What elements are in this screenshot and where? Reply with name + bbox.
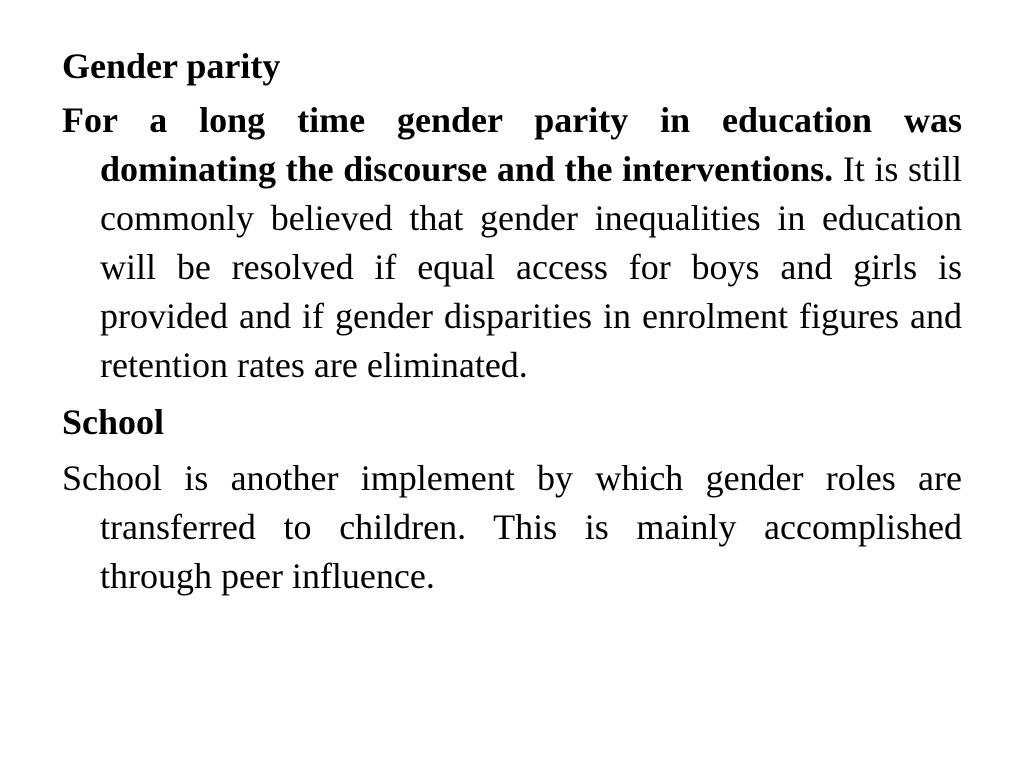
- paragraph-gender-parity: [62, 96, 962, 390]
- section-heading-school: School: [62, 402, 165, 442]
- paragraph-school: [62, 454, 962, 601]
- slide-content: [62, 42, 962, 609]
- section-heading-gender-parity: Gender parity: [62, 46, 281, 86]
- paragraph-lead-bold: For a long time gender parity in education was dominating the discourse and the interventions.: [62, 100, 962, 189]
- paragraph-body: It is still commonly believed that gender inequalities in education will be resolved if equal access for boys and girls is provided and if gender disparities in enrolment figures and retention rates are eliminated.: [100, 149, 962, 385]
- paragraph-body: School is another implement by which gender roles are transferred to children. This is mainly accomplished through peer influence.: [62, 458, 962, 596]
